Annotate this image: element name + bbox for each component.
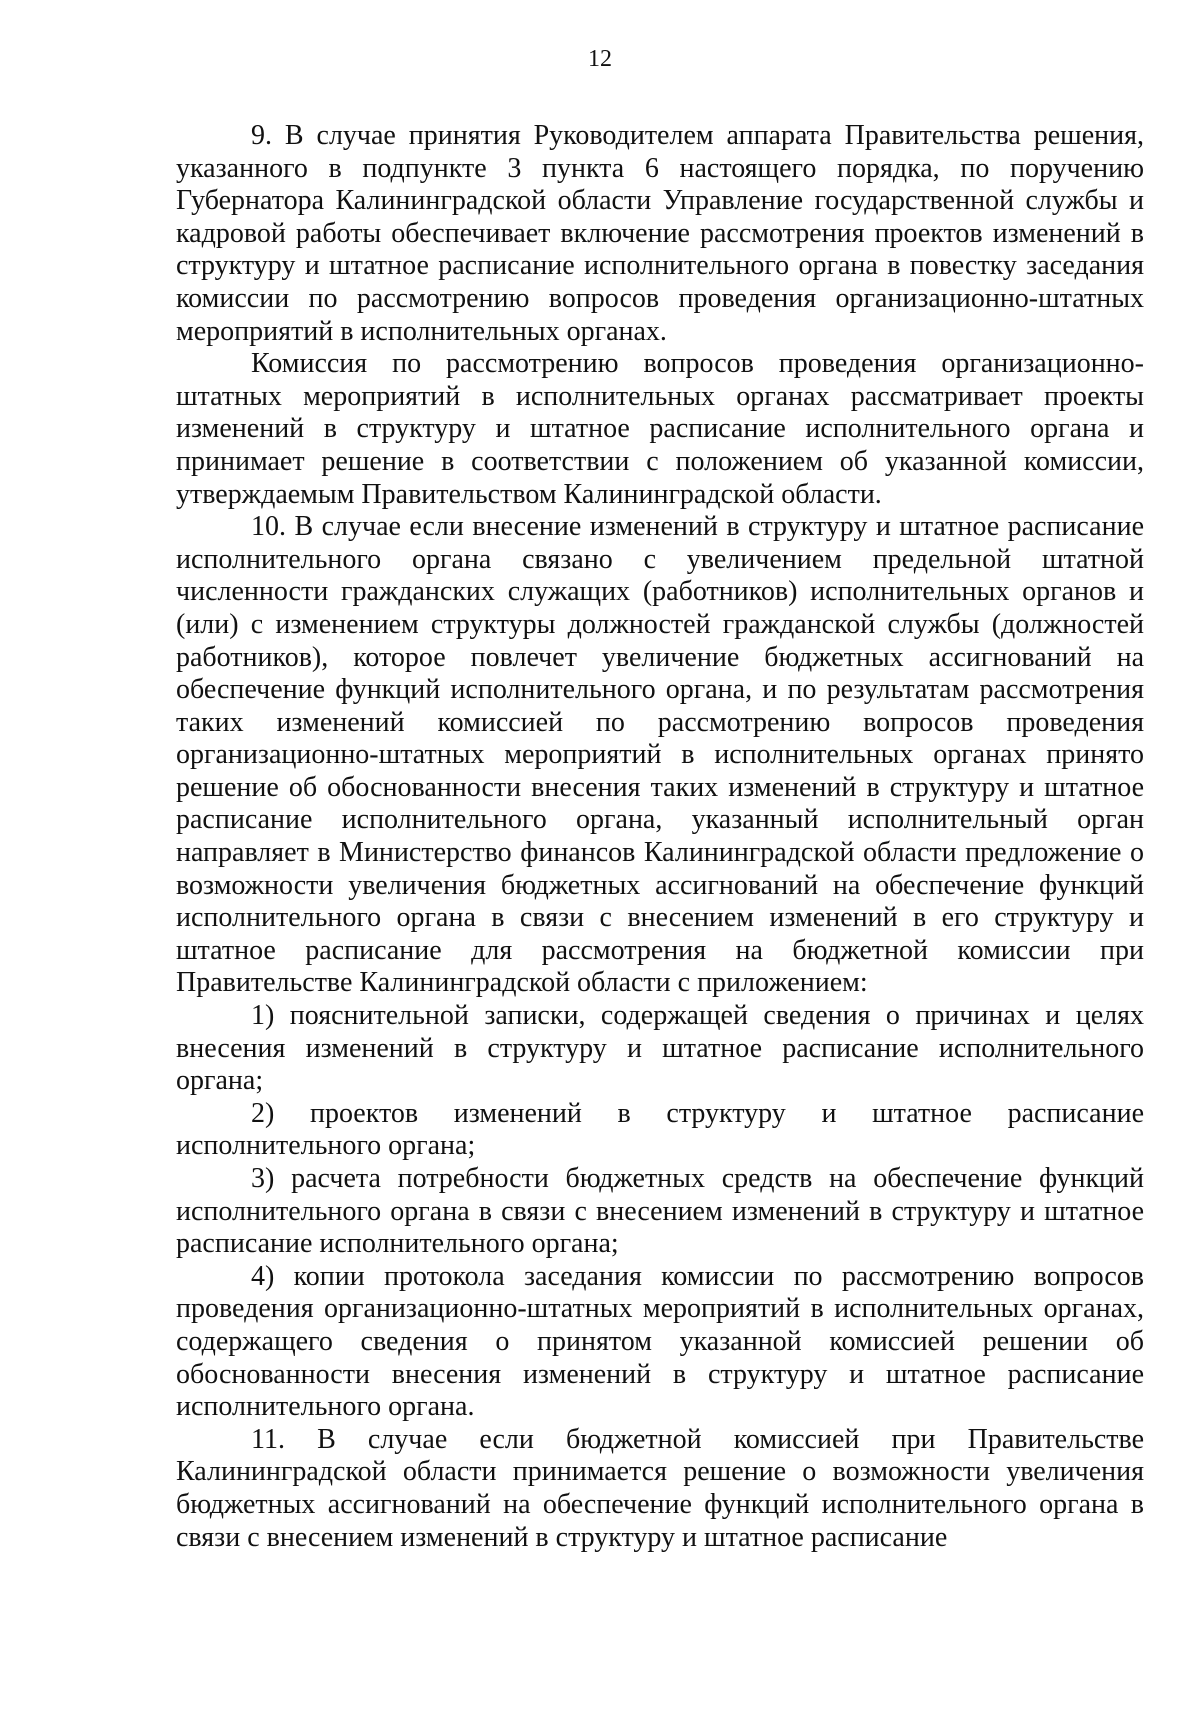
page-number: 12 [588,46,612,72]
paragraph-10: 10. В случае если внесение изменений в структуру и штатное расписание исполнительного органа связано с увеличением предельной штатной численности гражданских служащих (работников) исполнительных органов и (или) с изменением структуры должностей гражданской службы (должностей работников), которое повлечет увеличение бюджетных ассигнований на обеспечение функций исполнительного органа, и по результатам рассмотрения таких изменений комиссией по рассмотрению вопросов проведения организационно-штатных мероприятий в исполнительных органах принято решение об обоснованности внесения таких изменений в структуру и штатное расписание исполнительного органа, указанный исполнительный орган направляет в Министерство финансов Калининградской области предложение о возможности увеличения бюджетных ассигнований на обеспечение функций исполнительного органа в связи с внесением изменений в его структуру и штатное расписание для рассмотрения на бюджетной комиссии при Правительстве Калининградской области с приложением: [176,511,1144,999]
list-item-2: 2) проектов изменений в структуру и штатное расписание исполнительного органа; [176,1097,1144,1162]
document-body [176,120,1144,1554]
list-item-1: 1) пояснительной записки, содержащей сведения о причинах и целях внесения изменений в структуру и штатное расписание исполнительного органа; [176,1000,1144,1097]
paragraph-11: 11. В случае если бюджетной комиссией при Правительстве Калининградской области принимается решение о возможности увеличения бюджетных ассигнований на обеспечение функций исполнительного органа в связи с внесением изменений в структуру и штатное расписание [176,1423,1144,1553]
paragraph-commission: Комиссия по рассмотрению вопросов проведения организационно-штатных мероприятий в исполнительных органах рассматривает проекты изменений в структуру и штатное расписание исполнительного органа и принимает решение в соответствии с положением об указанной комиссии, утверждаемым Правительством Калининградской области. [176,348,1144,510]
list-item-4: 4) копии протокола заседания комиссии по рассмотрению вопросов проведения организационно-штатных мероприятий в исполнительных органах, содержащего сведения о принятом указанной комиссией решении об обоснованности внесения изменений в структуру и штатное расписание исполнительного органа. [176,1260,1144,1423]
list-item-3: 3) расчета потребности бюджетных средств на обеспечение функций исполнительного органа в связи с внесением изменений в структуру и штатное расписание исполнительного органа; [176,1163,1144,1260]
paragraph-9: 9. В случае принятия Руководителем аппарата Правительства решения, указанного в подпункте 3 пункта 6 настоящего порядка, по поручению Губернатора Калининградской области Управление государственной службы и кадровой работы обеспечивает включение рассмотрения проектов изменений в структуру и штатное расписание исполнительного органа в повестку заседания комиссии по рассмотрению вопросов проведения организационно-штатных мероприятий в исполнительных органах. [176,120,1144,347]
